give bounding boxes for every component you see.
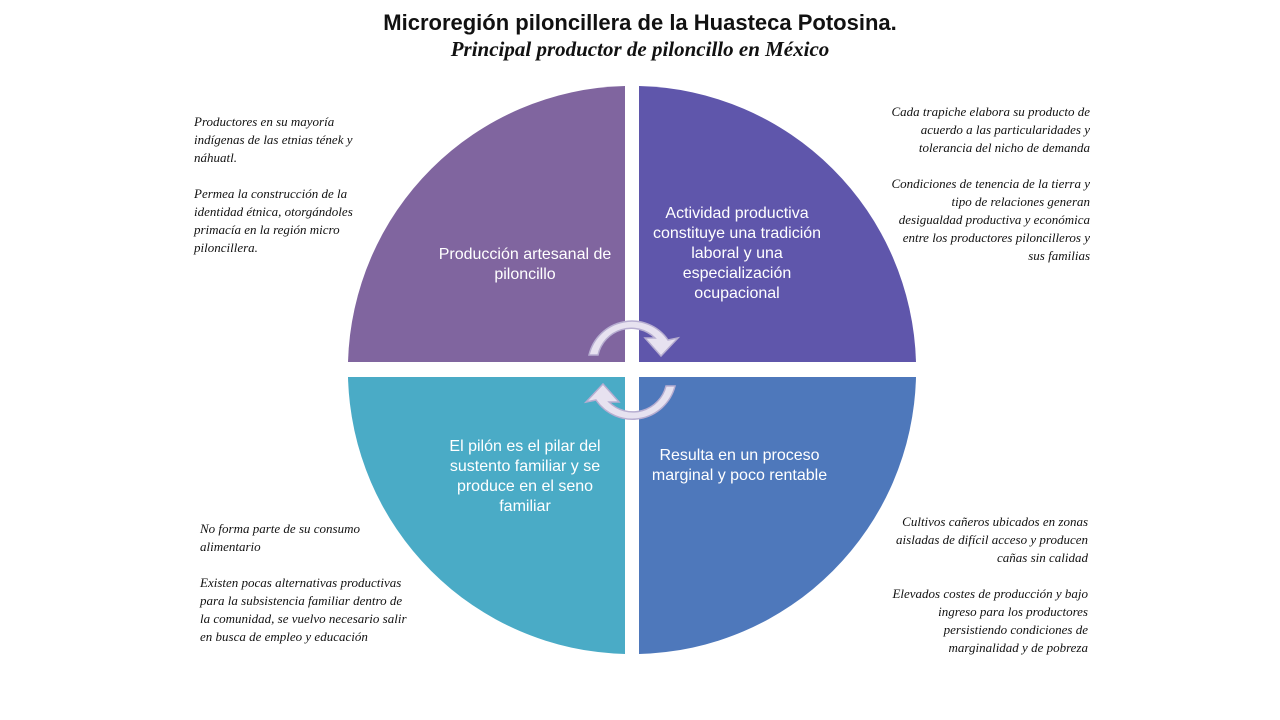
note-bottom-left bbox=[200, 520, 410, 664]
note-top-left bbox=[194, 113, 379, 275]
diagram-title: Microregión piloncillera de la Huasteca Potosina. bbox=[383, 10, 897, 35]
note-top-right-1: Cada trapiche elabora su producto de acuerdo a las particularidades y tolerancia del nicho de demanda bbox=[891, 104, 1090, 155]
quadrant-top-left-label: Producción artesanal de piloncillo bbox=[438, 246, 612, 283]
note-bottom-right-2: Elevados costes de producción y bajo ingreso para los productores persistiendo condiciones de marginalidad y de pobreza bbox=[892, 586, 1088, 655]
note-top-left-1: Productores en su mayoría indígenas de las etnias tének y náhuatl. bbox=[194, 114, 353, 165]
quadrant-top-left-shape bbox=[348, 86, 625, 362]
quadrant-bottom-right-shape bbox=[639, 377, 916, 654]
quadrant-bottom-left-label: El pilón es el pilar del sustento familiar y se produce en el seno familiar bbox=[449, 438, 601, 515]
note-bottom-left-2: Existen pocas alternativas productivas para la subsistencia familiar dentro de la comunidad, se vuelvo necesario salir en busca de empleo y educación bbox=[200, 575, 407, 644]
note-bottom-right-1: Cultivos cañeros ubicados en zonas aisladas de difícil acceso y producen cañas sin calidad bbox=[896, 514, 1088, 565]
note-top-right bbox=[890, 103, 1090, 283]
note-top-left-2: Permea la construcción de la identidad étnica, otorgándoles primacía en la región micro piloncillera. bbox=[194, 186, 353, 255]
cycle-arrows-icon bbox=[586, 321, 678, 419]
note-bottom-left-1: No forma parte de su consumo alimentario bbox=[200, 521, 360, 554]
quadrant-top-right-label: Actividad productiva constituye una tradición laboral y una especialización ocupacional bbox=[652, 205, 822, 302]
diagram-subtitle: Principal productor de piloncillo en México bbox=[450, 37, 830, 61]
note-top-right-2: Condiciones de tenencia de la tierra y tipo de relaciones generan desigualdad productiva y económica entre los productores piloncilleros y sus familias bbox=[891, 176, 1090, 263]
note-bottom-right bbox=[892, 513, 1088, 675]
quadrant-bottom-right-label: Resulta en un proceso marginal y poco rentable bbox=[651, 447, 828, 484]
